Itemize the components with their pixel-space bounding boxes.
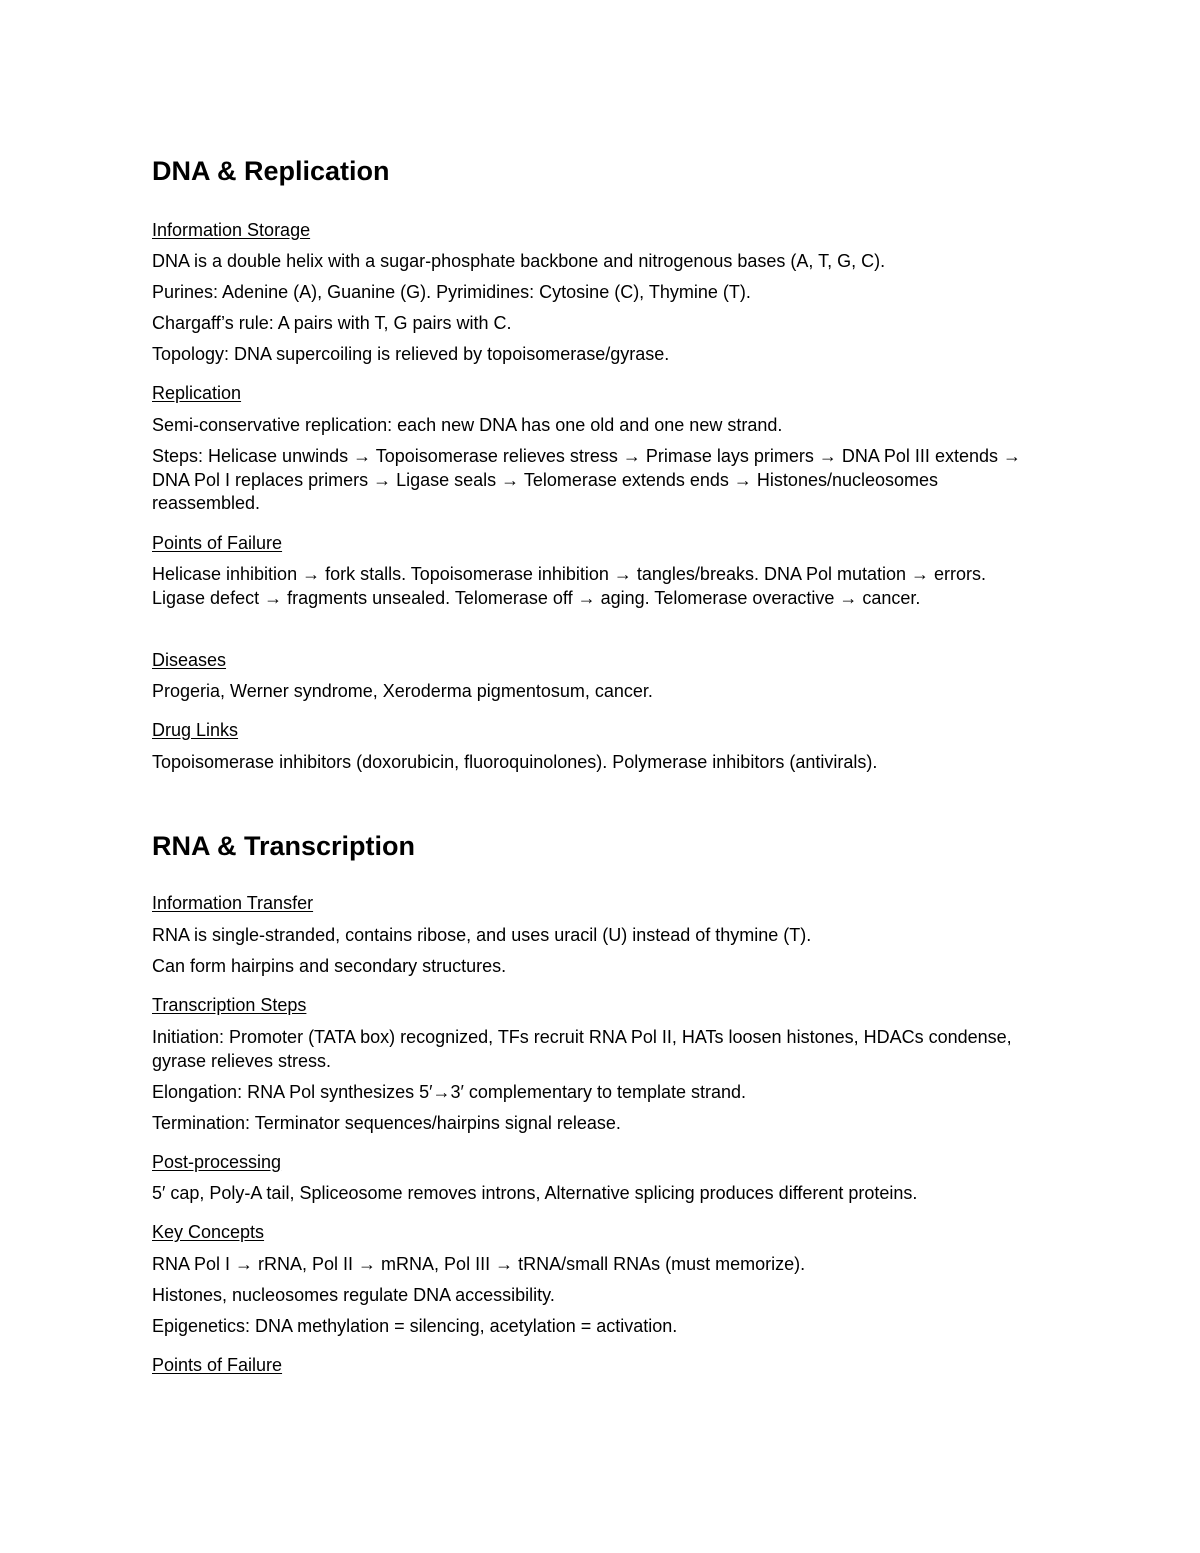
paragraph: Elongation: RNA Pol synthesizes 5′→3′ complementary to template strand. — [152, 1082, 747, 1102]
heading-transcription-steps: Transcription Steps — [152, 995, 307, 1015]
heading-replication: Replication — [152, 383, 242, 403]
section-title-rna-transcription: RNA & Transcription — [152, 831, 416, 861]
paragraph: Topology: DNA supercoiling is relieved by topoisomerase/gyrase. — [152, 344, 670, 364]
paragraph: DNA is a double helix with a sugar-phosphate backbone and nitrogenous bases (A, T, G, C). — [152, 251, 886, 271]
heading-points-of-failure: Points of Failure — [152, 1355, 283, 1375]
heading-post-processing: Post-processing — [152, 1152, 282, 1172]
paragraph: Epigenetics: DNA methylation = silencing, acetylation = activation. — [152, 1316, 678, 1336]
heading-information-transfer: Information Transfer — [152, 893, 314, 913]
paragraph: Semi-conservative replication: each new DNA has one old and one new strand. — [152, 415, 783, 435]
paragraph: Termination: Terminator sequences/hairpins signal release. — [152, 1113, 621, 1133]
paragraph: Progeria, Werner syndrome, Xeroderma pigmentosum, cancer. — [152, 681, 653, 701]
heading-drug-links: Drug Links — [152, 720, 239, 740]
paragraph: RNA is single-stranded, contains ribose, and uses uracil (U) instead of thymine (T). — [152, 925, 812, 945]
heading-key-concepts: Key Concepts — [152, 1222, 265, 1242]
paragraph: Can form hairpins and secondary structures. — [152, 956, 507, 976]
paragraph: Helicase inhibition → fork stalls. Topoisomerase inhibition → tangles/breaks. DNA Pol mutation → errors. Ligase defect → fragments unsealed. Telomerase off → aging. Telomerase overactive → cancer. — [152, 564, 987, 608]
heading-information-storage: Information Storage — [152, 220, 311, 240]
section-title-dna-replication: DNA & Replication — [152, 156, 390, 186]
heading-points-of-failure: Points of Failure — [152, 533, 283, 553]
paragraph: 5′ cap, Poly-A tail, Spliceosome removes introns, Alternative splicing produces different proteins. — [152, 1183, 918, 1203]
paragraph: RNA Pol I → rRNA, Pol II → mRNA, Pol III → tRNA/small RNAs (must memorize). — [152, 1254, 806, 1274]
paragraph: Steps: Helicase unwinds → Topoisomerase relieves stress → Primase lays primers → DNA Pol III extends → DNA Pol I replaces primers → Ligase seals → Telomerase extends ends → Histones/nucleosomes reassembled. — [152, 446, 1021, 513]
paragraph: Topoisomerase inhibitors (doxorubicin, fluoroquinolones). Polymerase inhibitors (antivirals). — [152, 752, 878, 772]
paragraph: Purines: Adenine (A), Guanine (G). Pyrimidines: Cytosine (C), Thymine (T). — [152, 282, 751, 302]
heading-diseases: Diseases — [152, 650, 227, 670]
paragraph: Initiation: Promoter (TATA box) recognized, TFs recruit RNA Pol II, HATs loosen histones, HDACs condense, gyrase relieves stress. — [152, 1027, 1012, 1071]
paragraph: Histones, nucleosomes regulate DNA accessibility. — [152, 1285, 555, 1305]
paragraph: Chargaff’s rule: A pairs with T, G pairs with C. — [152, 313, 512, 333]
